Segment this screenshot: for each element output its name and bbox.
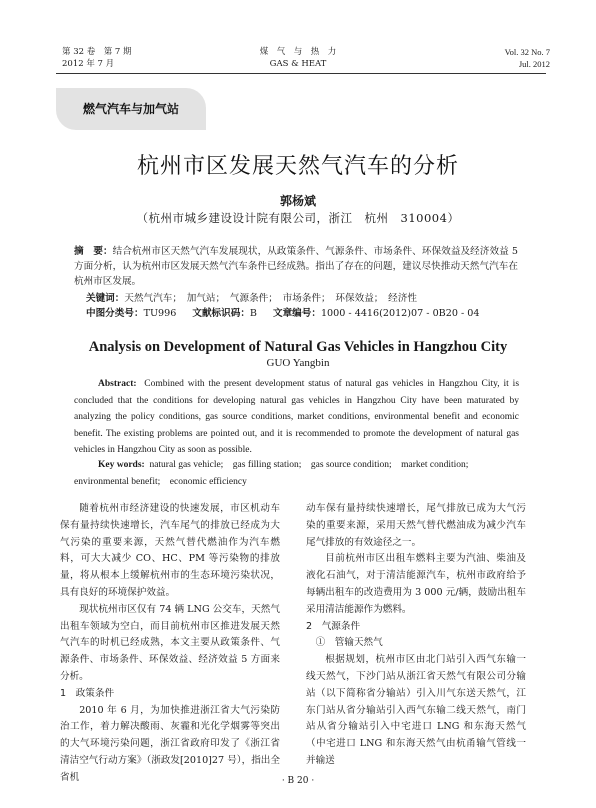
doc-code-label: 文献标识码： [192, 308, 250, 319]
classification-line [86, 306, 479, 321]
keywords-en-label: Key words: [98, 460, 145, 470]
author-en: GUO Yangbin [266, 357, 330, 369]
page-number: · B 20 · [281, 776, 315, 786]
body-column-right [306, 501, 526, 770]
article-title-en: Analysis on Development of Natural Gas Vehicles in Hangzhou City [88, 339, 508, 355]
affiliation-cn: （杭州市城乡建设设计院有限公司，浙江 杭州 310004） [136, 211, 460, 225]
journal-name-cn: 煤 气 与 热 力 [259, 47, 337, 57]
body-paragraph: 2010 年 6 月，为加快推进浙江省大气污染防治工作，着力解决酸雨、灰霾和光化学烟雾等突出的大气环境污染问题，浙江省政府印发了《浙江省清洁空气行动方案》（浙政发[2010]27 号），指出全省机 [60, 704, 280, 783]
body-paragraph: 随着杭州市经济建设的快速发展，市区机动车保有量持续快速增长，汽车尾气的排放已经成为大气污染的重要来源，天然气替代燃油作为汽车燃料，可大大减少 CO、HC、PM 等污染物的排放量，将从根本上缓解杭州市的生态环境污染状况，具有良好的环境保护效益。 [60, 503, 280, 598]
date-cn: 2012 年 7 月 [62, 59, 115, 69]
volume-issue-cn: 第 32 卷 第 7 期 [62, 47, 132, 57]
body-paragraph: 目前杭州市区出租车燃料主要为汽油、柴油及液化石油气，对于清洁能源汽车，杭州市政府给予每辆出租车的改造费用为 3 000 元/辆，鼓励出租车采用清洁能源作为燃料。 [306, 553, 526, 615]
clc-label: 中图分类号： [86, 308, 144, 319]
keywords-cn-text: 天然气汽车； 加气站； 气源条件； 市场条件； 环保效益； 经济性 [124, 293, 417, 304]
subsection-heading: ① 管输天然气 [315, 637, 383, 649]
body-paragraph: 动车保有量持续快速增长，尾气排放已成为大气污染的重要来源，采用天然气替代燃油成为减少汽车尾气排放的有效途径之一。 [306, 503, 526, 548]
article-no-label: 文章编号： [272, 308, 321, 319]
doc-code-value: B [249, 308, 257, 319]
journal-volume-issue-en [505, 46, 550, 70]
keywords-cn-label: 关键词： [86, 293, 125, 304]
abstract-cn-text: 结合杭州市区天然气汽车发展现状，从政策条件、气源条件、市场条件、环保效益及经济效益 5 方面分析，认为杭州市区发展天然气汽车条件已经成熟。指出了存在的问题，建议尽快推动天然气汽车在杭州市区发展。 [74, 246, 519, 287]
column-label: 燃气汽车与加气站 [56, 88, 206, 130]
section-heading-2: 2 气源条件 [306, 620, 361, 632]
body-paragraph: 根据规划，杭州市区由北门站引入西气东输一线天然气，下沙门站从浙江省天然气有限公司分输站（以下简称省分输站）引入川气东送天然气，江东门站从省分输站引入西气东输二线天然气，南门站从省分输站引入中宅进口 LNG 和东海天然气（中宅进口 LNG 和东海天然气由杭甬输气管线一并输送 [306, 654, 526, 766]
body-paragraph: 现状杭州市区仅有 74 辆 LNG 公交车，天然气出租车领域为空白，而目前杭州市区推进发展天然气汽车的时机已经成熟，本文主要从政策条件、气源条件、市场条件、环保效益、经济效益 5 方面来分析。 [60, 603, 280, 682]
article-title-cn: 杭州市区发展天然气汽车的分析 [136, 154, 459, 179]
article-no-value: 1000 - 4416(2012)07 - 0B20 - 04 [320, 308, 480, 319]
date-en: Jul. 2012 [518, 59, 550, 69]
volume-issue-en: Vol. 32 No. 7 [504, 47, 550, 57]
author-cn: 郭杨斌 [279, 194, 316, 208]
keywords-en-text: natural gas vehicle; gas filling station; gas source condition; market condition; environmental benefit; economic efficiency [74, 460, 478, 487]
abstract-en-label: Abstract: [98, 379, 137, 389]
keywords-en [74, 457, 519, 490]
abstract-en-text: Combined with the present development status of natural gas vehicles in Hangzhou City, it is concluded that the conditions for developing natural gas vehicles in Hangzhou City have been maturated by analyzing the policy conditions, gas source conditions, market conditions, environmental benefit and economic benefit. The existing problems are pointed out, and it is recommended to promote the development of natural gas vehicles in Hangzhou City as soon as possible. [74, 379, 520, 455]
body-column-left [60, 501, 280, 787]
abstract-cn-label: 摘 要： [74, 246, 113, 257]
keywords-cn [86, 291, 417, 306]
header-rule [56, 73, 546, 74]
abstract-en [74, 376, 519, 459]
abstract-cn [74, 244, 518, 289]
journal-name-en: GAS & HEAT [269, 59, 327, 69]
clc-value: TU996 [143, 308, 177, 319]
section-heading-1: 1 政策条件 [60, 687, 115, 699]
